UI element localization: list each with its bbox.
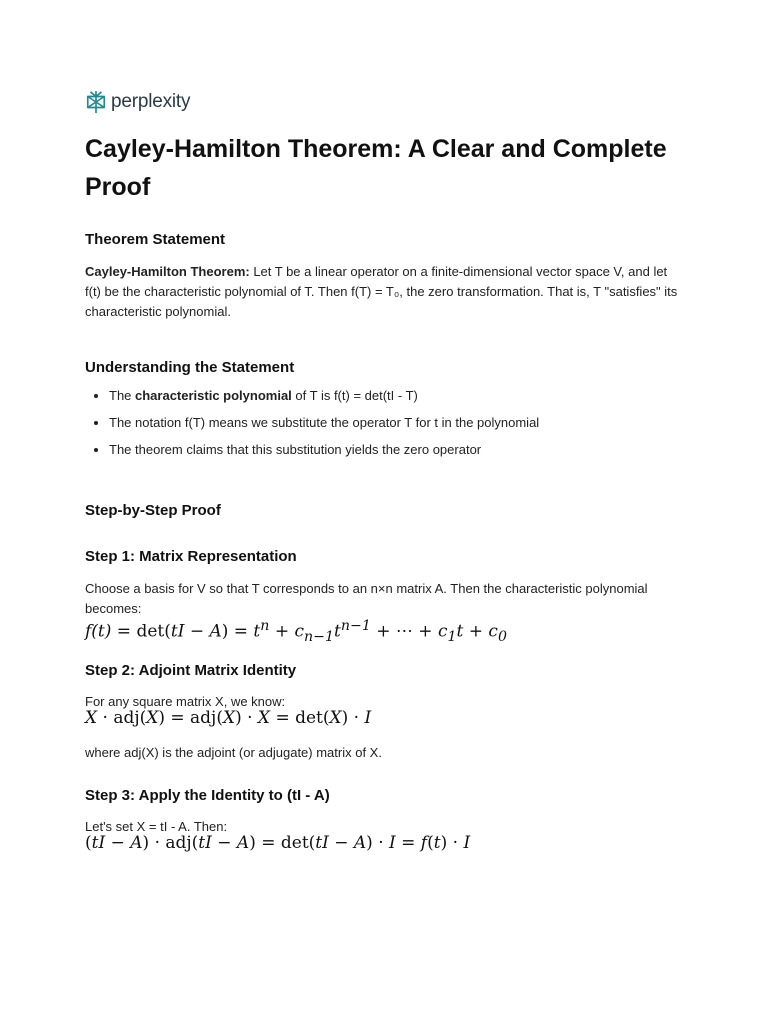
step3-heading: Step 3: Apply the Identity to (tI - A): [85, 787, 330, 804]
step1-equation: $f(t) = \det(tI - A) = t^n + c_{n-1}t^{n-1}$ + ⋯ + $c_1t + c_0$: [85, 618, 507, 646]
perplexity-logo[interactable]: [85, 89, 190, 115]
list-item: • The characteristic polynomial of T is f(t) = det(tI - T): [109, 386, 729, 406]
theorem-heading: Theorem Statement: [85, 231, 226, 248]
understanding-list: [85, 386, 729, 467]
proof-heading: Step-by-Step Proof: [85, 502, 221, 519]
step2-equation: X · adj(X) = adj(X) · X = det(X) · I: [85, 708, 372, 728]
list-item: • The notation f(T) means we substitute the operator T for t in the polynomial: [109, 413, 729, 433]
list-item: • The theorem claims that this substitution yields the zero operator: [109, 440, 729, 460]
step1-text: Choose a basis for V so that T corresponds to an n×n matrix A. Then the characteristic polynomial becomes:: [85, 581, 648, 616]
theorem-label: Cayley-Hamilton Theorem:: [85, 264, 250, 279]
step1-heading: Step 1: Matrix Representation: [85, 548, 297, 565]
step2-text: For any square matrix X, we know:: [85, 694, 286, 709]
step2-heading: Step 2: Adjoint Matrix Identity: [85, 662, 297, 679]
page-title: Cayley-Hamilton Theorem: A Clear and Complete Proof: [85, 135, 667, 201]
logo-text: perplexity: [111, 91, 191, 112]
step3-text: Let's set X = tI - A. Then:: [85, 819, 228, 834]
understanding-heading: Understanding the Statement: [85, 359, 295, 376]
theorem-paragraph: [85, 262, 685, 322]
theorem-text: Let T be a linear operator on a finite-dimensional vector space V, and let f(t) be the characteristic polynomial of T. Then f(T) = T₀, the zero transformation. That is, T "satisfies" its characteristic polynomial.: [85, 264, 678, 319]
step2-after: where adj(X) is the adjoint (or adjugate) matrix of X.: [85, 745, 382, 760]
step3-equation: (tI − A) · adj(tI − A) = det(tI − A) · I = f(t) · I: [85, 833, 471, 853]
perplexity-logo-icon: [85, 89, 107, 115]
